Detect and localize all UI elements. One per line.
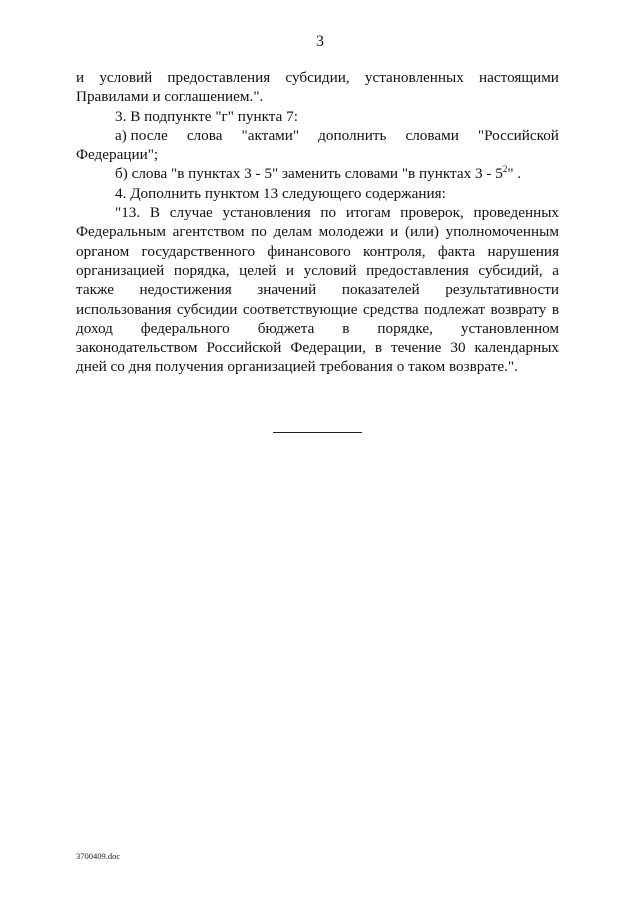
document-id: 3700409.doc (76, 851, 121, 861)
paragraph-item-13-text: "13. В случае установления по итогам проверок, проведенных Федеральным агентством по делам молодежи и (или) уполномоченным органом государственного финансового контроля, факта нарушения организацией порядка, целей и условий предоставления субсидий, а также недостижения значений показателей результативности использования субсидии соответствующие средства подлежат возврату в доход федерального бюджета в порядке, установленном законодательством Российской Федерации, в течение 30 календарных дней со дня получения организацией требования о таком возврате.". (76, 204, 559, 376)
word: словами (405, 126, 459, 144)
subitem-b-text: б) слова "в пунктах 3 - 5" заменить словами "в пунктах 3 - 5 (115, 165, 503, 183)
paragraph-continuation-line-2: Правилами и соглашением.". (76, 88, 264, 106)
paragraph-item-4: 4. Дополнить пунктом 13 следующего содержания: (115, 184, 446, 202)
word: дополнить (318, 126, 387, 144)
paragraph-subitem-b (76, 164, 559, 183)
word: условий (99, 69, 153, 86)
word: а) после (115, 126, 168, 144)
word: "Российской (477, 126, 559, 144)
paragraph-item-3: 3. В подпункте "г" пункта 7: (115, 107, 298, 125)
subitem-b-end: " . (507, 165, 522, 183)
word: предоставления (167, 69, 271, 86)
document-body (76, 68, 559, 377)
paragraph-subitem-a-line-1 (76, 126, 559, 145)
superscript: 2 (502, 164, 508, 175)
word: субсидии, (285, 69, 350, 86)
paragraph-continuation-line-1 (76, 68, 559, 87)
word: слова (186, 126, 223, 144)
word: "актами" (241, 126, 300, 144)
word: установленных (364, 69, 464, 86)
word: и (76, 69, 85, 86)
page-number: 3 (316, 33, 324, 50)
paragraph-subitem-a-line-2: Федерации"; (76, 146, 159, 164)
end-of-text-rule (273, 432, 362, 433)
word: настоящими (479, 69, 559, 86)
